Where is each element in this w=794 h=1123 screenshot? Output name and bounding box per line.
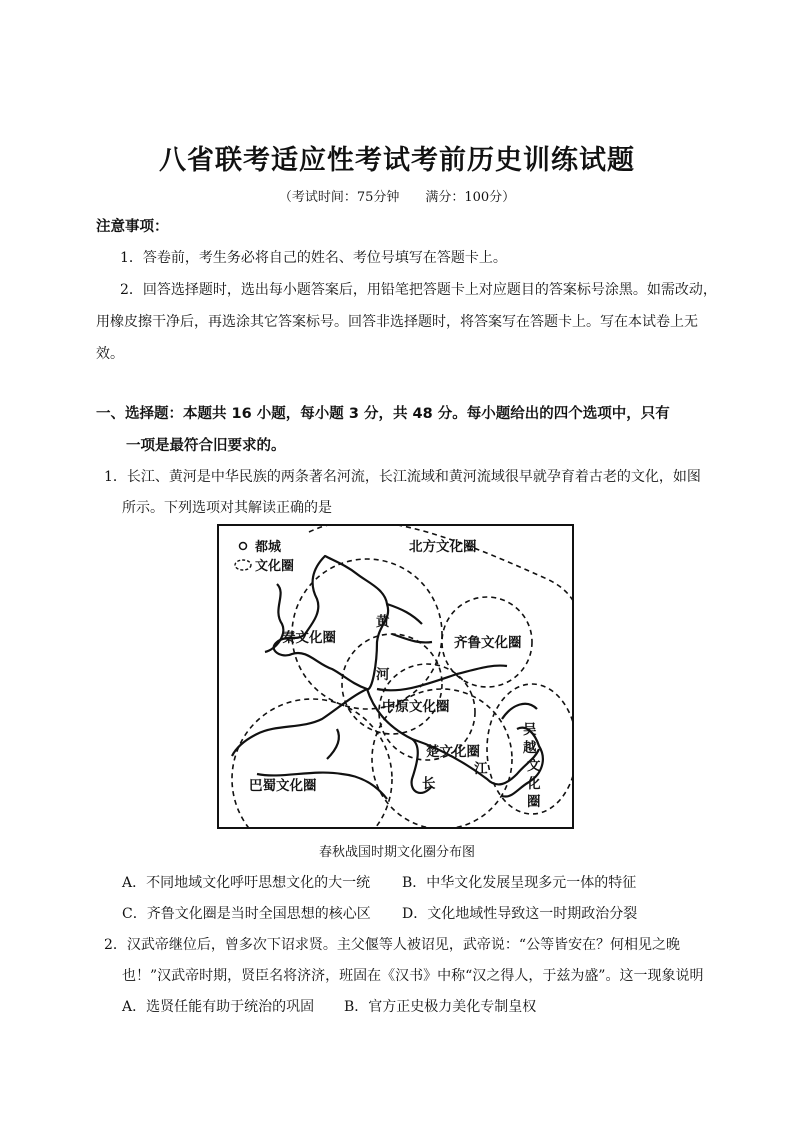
map-caption: 春秋战国时期文化圈分布图 bbox=[318, 845, 475, 860]
label-bashu: 巴蜀文化圈 bbox=[249, 778, 317, 794]
label-qin: 秦文化圈 bbox=[282, 630, 336, 646]
notice-heading: 注意事项： bbox=[96, 219, 169, 235]
legend-circle: 文化圈 bbox=[255, 559, 295, 574]
label-jiang: 江 bbox=[474, 761, 488, 777]
label-he: 河 bbox=[376, 667, 390, 683]
culture-circle-map bbox=[217, 524, 574, 829]
q1-stem-line-1: 1．长江、黄河是中华民族的两条著名河流，长江流域和黄河流域很早就孕育着古老的文化，如图 bbox=[104, 469, 701, 485]
q1-option-c[interactable]: C．齐鲁文化圈是当时全国思想的核心区 bbox=[122, 906, 371, 922]
label-zhongyuan: 中原文化圈 bbox=[382, 699, 450, 715]
label-wuyue-5: 圈 bbox=[527, 794, 541, 810]
q2-stem-line-2: 也！”汉武帝时期，贤臣名将济济，班固在《汉书》中称“汉之得人，于兹为盛”。这一现象说明 bbox=[122, 968, 704, 984]
label-huang: 黄 bbox=[376, 614, 390, 630]
notice-item-2-line-2: 用橡皮擦干净后，再选涂其它答案标号。回答非选择题时，将答案写在答题卡上。写在本试卷上无 bbox=[96, 314, 698, 330]
q1-option-b[interactable]: B．中华文化发展呈现多元一体的特征 bbox=[402, 875, 637, 891]
q2-option-b[interactable]: B．官方正史极力美化专制皇权 bbox=[344, 999, 537, 1015]
capital-legend-icon bbox=[240, 543, 247, 550]
notice-item-2-line-1: 2．回答选择题时，选出每小题答案后，用铅笔把答题卡上对应题目的答案标号涂黑。如需改动， bbox=[120, 282, 717, 298]
label-wuyue-2: 越 bbox=[523, 740, 537, 756]
label-wuyue-4: 化 bbox=[527, 776, 541, 792]
legend-capital: 都城 bbox=[255, 540, 282, 555]
section-1-heading-line-1: 一、选择题：本题共 16 小题，每小题 3 分，共 48 分。每小题给出的四个选项中，只有 bbox=[96, 406, 670, 422]
label-chang: 长 bbox=[422, 776, 436, 792]
label-qilu: 齐鲁文化圈 bbox=[454, 635, 522, 651]
q1-stem-line-2: 所示。下列选项对其解读正确的是 bbox=[122, 500, 332, 516]
q2-option-a[interactable]: A．选贤任能有助于统治的巩固 bbox=[122, 999, 315, 1015]
exam-subtitle: （考试时间：75分钟 满分：100分） bbox=[278, 190, 516, 205]
section-1-heading-line-2: 一项是最符合旧要求的。 bbox=[126, 438, 286, 454]
notice-item-2-line-3: 效。 bbox=[96, 346, 124, 362]
q2-stem-line-1: 2．汉武帝继位后，曾多次下诏求贤。主父偃等人被诏见，武帝说：“公等皆安在？何相见之晚 bbox=[104, 937, 681, 953]
label-chu: 楚文化圈 bbox=[426, 744, 480, 760]
label-wuyue-3: 文 bbox=[527, 758, 541, 774]
q1-option-a[interactable]: A．不同地域文化呼吁思想文化的大一统 bbox=[122, 875, 371, 891]
label-north: 北方文化圈 bbox=[409, 539, 477, 555]
exam-title: 八省联考适应性考试考前历史训练试题 bbox=[159, 145, 635, 176]
q1-option-d[interactable]: D．文化地域性导致这一时期政治分裂 bbox=[402, 906, 638, 922]
notice-item-1: 1．答卷前，考生务必将自己的姓名、考位号填写在答题卡上。 bbox=[120, 250, 507, 266]
label-wuyue-1: 吴 bbox=[523, 722, 537, 738]
